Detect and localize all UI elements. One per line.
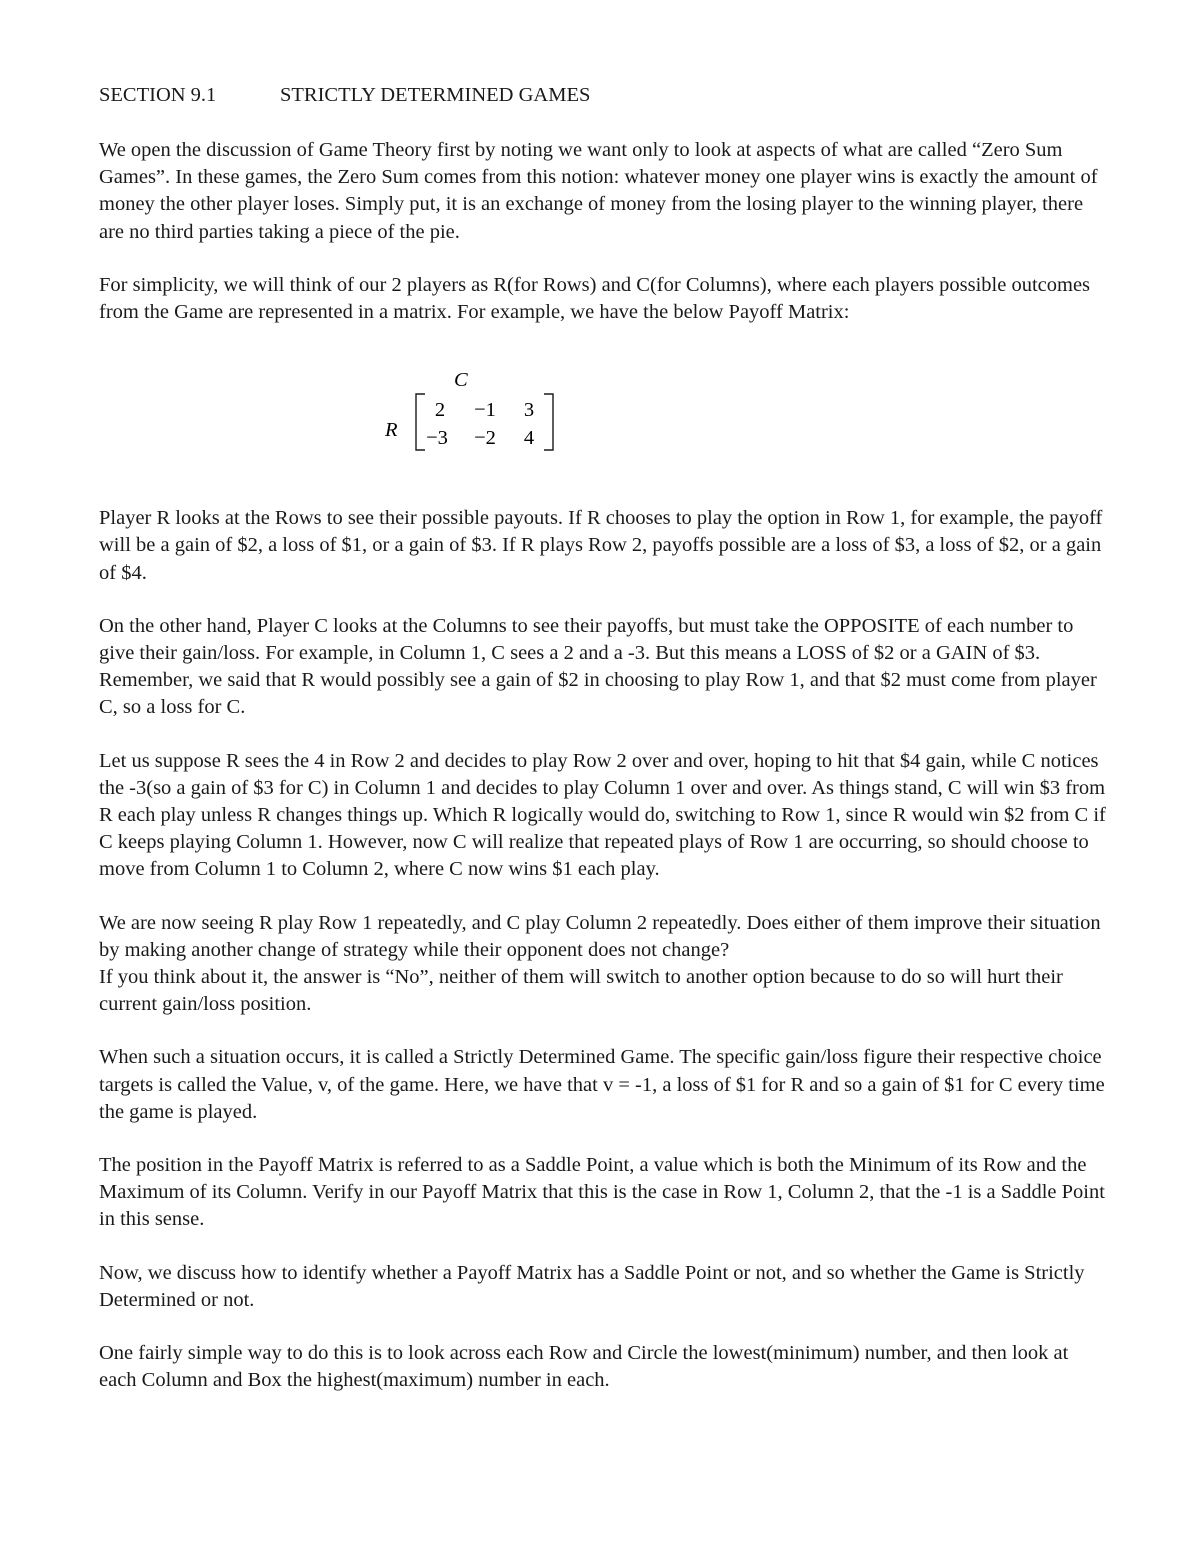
payoff-matrix-figure [99, 352, 1109, 489]
paragraph-players: For simplicity, we will think of our 2 players as R(for Rows) and C(for Columns), where each players possible outcomes from the Game are represented in a matrix. For example, we have the below Payoff Matrix: [99, 273, 1091, 324]
paragraph-method: One fairly simple way to do this is to look across each Row and Circle the lowest(minimum) number, and then look at each Column and Box the highest(maximum) number in each. [99, 1342, 1069, 1392]
document-page [99, 82, 1109, 1421]
paragraph-repeated-play: We are now seeing R play Row 1 repeatedly, and C play Column 2 repeatedly. Does either of them improve their situation by making another change of strategy while their opponent does not change? [99, 911, 1101, 961]
matrix-cell: 2 [434, 399, 446, 422]
paragraph-strategy-switch: Let us suppose R sees the 4 in Row 2 and decides to play Row 2 over and over, hoping to hit that $4 gain, while C notices the -3(so a gain of $3 for C) in Column 1 and decides to play Column 1 over and over. As things stand, C will win $3 from R each play unless R changes things up. Which R logically would do, switching to Row 1, since R would win $2 from C if C keeps playing Column 1. However, now C will realize that repeated plays of Row 1 are occurring, so should choose to move from Column 1 to Column 2, where C now wins $1 each play. [99, 749, 1106, 881]
paragraph-intro: We open the discussion of Game Theory first by noting we want only to look at aspects of what are called “Zero Sum Games”. In these games, the Zero Sum comes from this notion: whatever money one player wins is exactly the amount of money the other player loses. Simply put, it is an exchange of money from the losing player to the winning player, there are no third parties taking a piece of the pie. [99, 139, 1098, 243]
section-title: STRICTLY DETERMINED GAMES [280, 84, 591, 106]
matrix-cell: −1 [474, 399, 496, 422]
paragraph-strictly-determined: When such a situation occurs, it is called a Strictly Determined Game. The specific gain/loss figure their respective choice targets is called the Value, v, of the game. Here, we have that v = -1, a loss of $1 for R and so a gain of $1 for C every time the game is played. [99, 1046, 1105, 1123]
paragraph-no-switch: If you think about it, the answer is “No”, neither of them will switch to another option because to do so will hurt their current gain/loss position. [99, 966, 1063, 1016]
matrix-cell: 3 [523, 399, 535, 422]
matrix-column-label: C [454, 369, 468, 392]
paragraph-player-r: Player R looks at the Rows to see their possible payouts. If R chooses to play the option in Row 1, for example, the payoff will be a gain of $2, a loss of $1, or a gain of $3. If R plays Row 2, payoffs possible are a loss of $3, a loss of $2, or a gain of $4. [99, 507, 1103, 584]
section-number: SECTION 9.1 [99, 84, 217, 106]
paragraph-saddle-point: The position in the Payoff Matrix is referred to as a Saddle Point, a value which is both the Minimum of its Row and the Maximum of its Column. Verify in our Payoff Matrix that this is the case in Row 1, Column 2, that the -1 is a Saddle Point in this sense. [99, 1154, 1105, 1231]
matrix-cell: −2 [474, 427, 496, 450]
matrix-right-bracket [544, 394, 553, 450]
matrix-left-bracket [416, 394, 425, 450]
matrix-row-label: R [385, 419, 398, 442]
matrix-cell: −3 [426, 427, 448, 450]
payoff-matrix [99, 352, 1109, 489]
section-heading [99, 82, 1109, 109]
matrix-cell: 4 [523, 427, 535, 450]
paragraph-player-c: On the other hand, Player C looks at the Columns to see their payoffs, but must take the OPPOSITE of each number to give their gain/loss. For example, in Column 1, C sees a 2 and a -3. But this means a LOSS of $2 or a GAIN of $3. Remember, we said that R would possibly see a gain of $2 in choosing to play Row 1, and that $2 must come from player C, so a loss for C. [99, 614, 1097, 719]
paragraph-identify: Now, we discuss how to identify whether a Payoff Matrix has a Saddle Point or not, and so whether the Game is Strictly Determined or not. [99, 1261, 1085, 1311]
